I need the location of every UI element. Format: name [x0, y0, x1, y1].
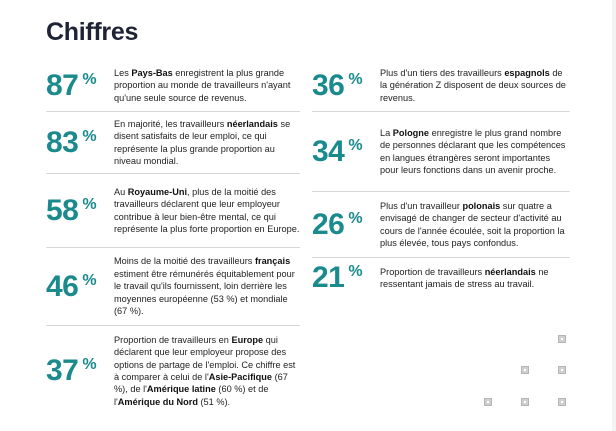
stat-value: 37 [46, 354, 79, 387]
body-text: enregistrent la plus grande proportion au monde de travailleurs n'ayant qu'une seule source de revenus. [114, 67, 291, 103]
stat-percentage [312, 68, 380, 102]
stat-value: 26 [312, 207, 345, 241]
decorative-square-icon [521, 398, 529, 406]
stat-value: 87 [46, 68, 79, 102]
highlight-text: Pays-Bas [131, 67, 173, 78]
stat-description [380, 200, 570, 250]
stat-description [114, 255, 300, 317]
stat-unit: % [348, 263, 363, 280]
stat-value: 46 [46, 269, 79, 303]
stat-unit: % [348, 136, 363, 154]
decorative-square-icon [558, 398, 566, 406]
stat-unit: % [82, 195, 97, 213]
decorative-square-icon [558, 335, 566, 343]
stat-item [312, 112, 570, 192]
stat-unit: % [82, 70, 97, 88]
body-text: (60 %) et de l' [114, 384, 269, 407]
stat-item [46, 248, 300, 326]
highlight-text: néerlandais [226, 118, 278, 129]
stat-percentage [312, 207, 380, 241]
body-text: Moins de la moitié des travailleurs [114, 256, 255, 267]
stat-percentage [46, 68, 114, 102]
stat-value: 58 [46, 193, 79, 227]
body-text: La [380, 127, 393, 138]
highlight-text: Asie-Pacifique [208, 372, 273, 382]
stat-item [312, 192, 570, 258]
body-text: Plus d'un tiers des travailleurs [380, 67, 505, 78]
body-text: qui déclarent que leur employeur propose des options de partage de l'emploi. Ce chiffre est à comparer à celui de l' [114, 334, 296, 382]
highlight-text: Pologne [392, 127, 430, 138]
stat-percentage [46, 125, 114, 159]
highlight-text: français [254, 256, 291, 267]
stat-item [312, 258, 570, 298]
body-text: de la génération Z disposent de deux sources de revenus. [380, 67, 566, 103]
body-text: Les [114, 67, 132, 78]
stat-description [114, 334, 300, 408]
highlight-text: Europe [231, 334, 264, 345]
stat-description [380, 67, 570, 104]
stat-description [380, 266, 570, 291]
stat-percentage [46, 356, 114, 386]
stat-value: 21 [312, 261, 345, 294]
stat-unit: % [82, 127, 97, 145]
highlight-text: espagnols [504, 67, 550, 78]
highlight-text: Royaume-Uni [127, 186, 188, 197]
body-text: (67 %), de l' [114, 372, 288, 395]
stat-description [114, 118, 300, 168]
stat-percentage [46, 193, 114, 227]
stat-item [312, 60, 570, 112]
decorative-square-icon [521, 366, 529, 374]
stat-item [46, 60, 300, 112]
stat-unit: % [82, 271, 97, 289]
decorative-square-icon [558, 366, 566, 374]
body-text: estiment être rémunérés équitablement pour le travail qu'ils fournissent, loin derrière les moyennes européenne (53 %) et mondiale (67 %). [114, 268, 295, 317]
stat-description [114, 186, 300, 236]
body-text: se disent satisfaits de leur emploi, ce qui représente la plus grande proportion au niveau mondial. [114, 118, 291, 166]
stat-item [46, 174, 300, 248]
stat-value: 36 [312, 68, 345, 102]
stat-description [380, 127, 570, 177]
highlight-text: Amérique du Nord [117, 396, 198, 407]
stat-percentage [312, 134, 380, 168]
stat-item [46, 112, 300, 174]
stat-description [114, 67, 300, 104]
stat-unit: % [348, 209, 363, 227]
stat-item [46, 326, 300, 416]
highlight-text: néerlandais [484, 266, 536, 277]
stat-percentage [312, 263, 380, 293]
stat-unit: % [348, 70, 363, 88]
page-edge [612, 0, 616, 431]
body-text: Proportion de travailleurs en [114, 334, 232, 345]
highlight-text: polonais [462, 200, 501, 211]
highlight-text: Amérique latine [146, 384, 216, 395]
body-text: Proportion de travailleurs [380, 266, 485, 277]
stat-unit: % [82, 356, 97, 373]
page-title: Chiffres [46, 18, 139, 46]
decorative-square-icon [484, 398, 492, 406]
stat-value: 83 [46, 125, 79, 159]
body-text: Au [114, 186, 128, 197]
body-text: (51 %). [197, 396, 231, 407]
body-text: enregistre le plus grand nombre de personnes déclarant que les compétences en langues étrangères seront importantes pour leurs fonctions dans un avenir proche. [380, 127, 566, 175]
stats-column-left [46, 60, 300, 416]
body-text: , plus de la moitié des travailleurs déclarent que leur employeur contribue à leur bien-être mental, ce qui représente la plus forte proportion en Europe. [114, 186, 300, 234]
stat-percentage [46, 269, 114, 303]
body-text: En majorité, les travailleurs [114, 118, 227, 129]
stat-value: 34 [312, 134, 345, 168]
body-text: Plus d'un travailleur [380, 200, 463, 211]
body-text: ne ressentant jamais de stress au travail. [380, 266, 549, 289]
body-text: sur quatre a envisagé de changer de secteur d'activité au cours de l'année écoulée, soit la proportion la plus élevée, tous pays confondus. [380, 200, 565, 248]
stats-column-right [312, 60, 570, 298]
